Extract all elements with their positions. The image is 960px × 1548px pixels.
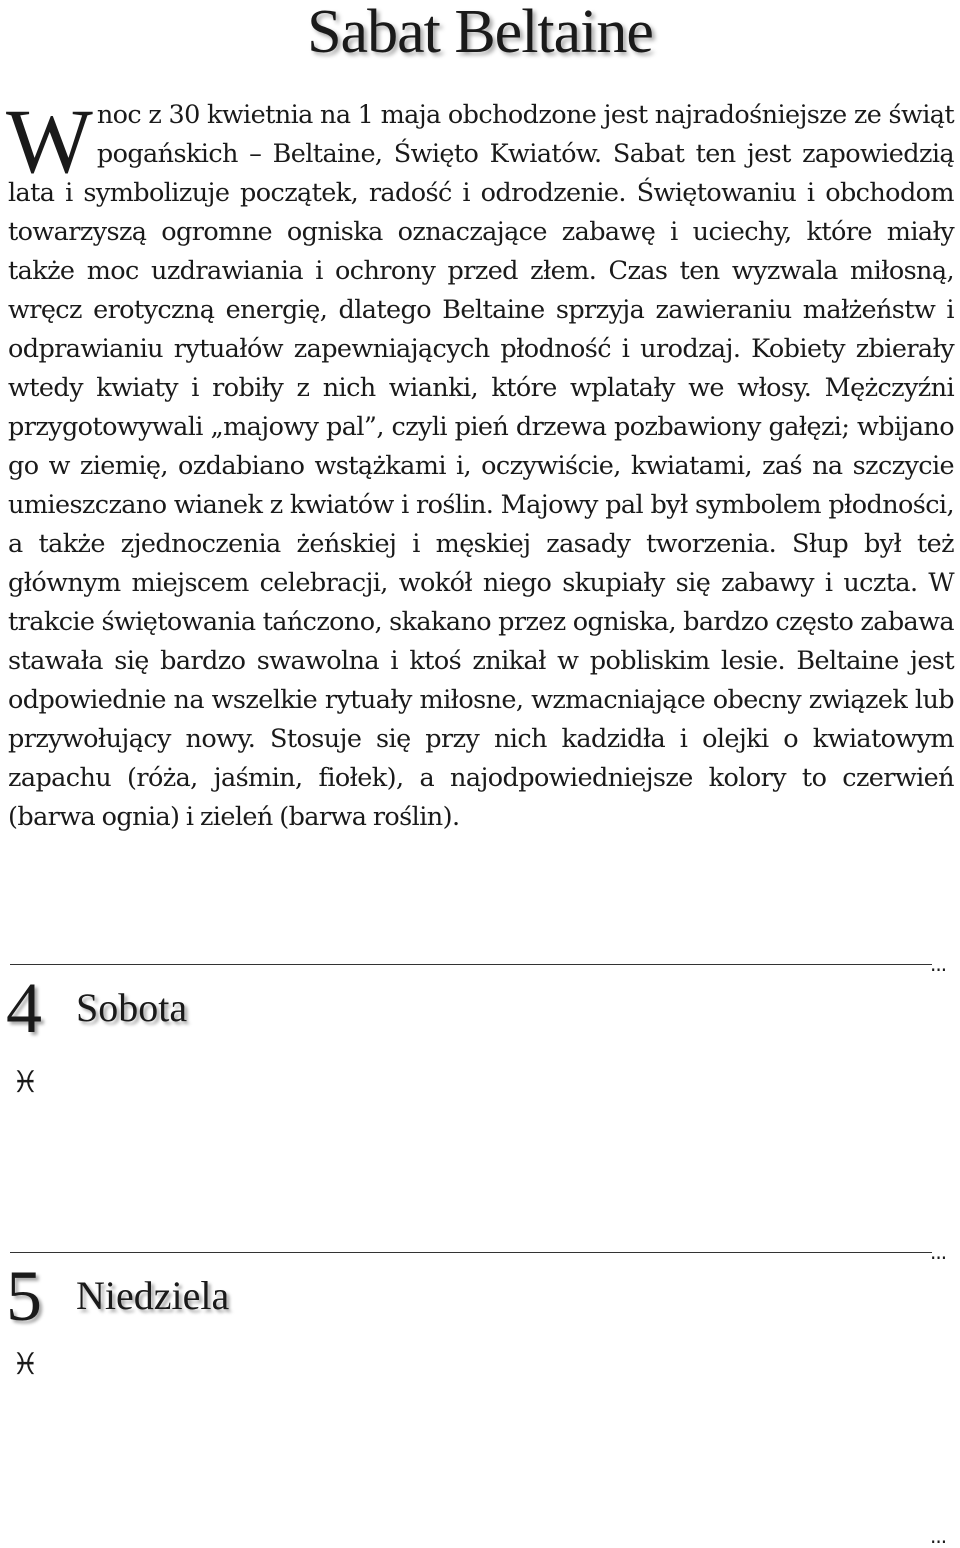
ellipsis-marker: ... [930, 1240, 947, 1264]
page-title: Sabat Beltaine [307, 0, 653, 66]
day-name: Sobota [76, 985, 188, 1030]
pisces-icon: ♓ [12, 1347, 39, 1382]
divider-line [10, 1252, 932, 1253]
article-text: noc z 30 kwietnia na 1 maja obchodzone jest najradośniejsze ze świąt pogańskich – Beltaine, Święto Kwiatów. Sabat ten jest zapowiedzią lata i symbolizuje początek, radość i odrodzenie. Świętowaniu i obchodom towarzyszą ogromne ogniska oznaczające zabawę i uciechy, które miały także moc uzdrawiania i ochrony przed złem. Czas ten wyzwala miłosną, wręcz erotyczną energię, dlatego Beltaine sprzyja zawieraniu małżeństw i odprawianiu rytuałów zapewniających płodność i urodzaj. Kobiety zbierały wtedy kwiaty i robiły z nich wianki, które wplatały we włosy. Mężczyźni przygotowywali „majowy pal”, czyli pień drzewa pozbawiony gałęzi; wbijano go w ziemię, ozdabiano wstążkami i, oczywiście, kwiatami, zaś na szczycie umieszczano wianek z kwiatów i roślin. Majowy pal był symbolem płodności, a także zjednoczenia żeńskiej i męskiej zasady tworzenia. Słup był też głównym miejscem celebracji, wokół niego skupiały się zabawy i uczta. W trakcie świętowania tańczono, skakano przez ogniska, bardzo często zabawa stawała się bardzo swawolna i ktoś znikał w pobliskim lesie. Beltaine jest odpowiednie na wszelkie rytuały miłosne, wzmacniające obecny związek lub przywołujący nowy. Stosuje się przy nich kadzidła i olejki o kwiatowym zapachu (róża, jaśmin, fiołek), a najodpowiedniejsze kolory to czerwień (barwa ognia) i zieleń (barwa roślin). [8, 100, 954, 832]
article [6, 90, 954, 837]
pisces-icon: ♓ [12, 1065, 39, 1100]
ellipsis-marker: ... [930, 952, 947, 976]
divider-line [10, 964, 932, 965]
ellipsis-marker: ... [930, 1524, 947, 1548]
drop-cap: W [6, 90, 93, 192]
day-name: Niedziela [76, 1273, 230, 1318]
day-number: 5 [6, 1256, 42, 1336]
day-number: 4 [6, 968, 42, 1048]
